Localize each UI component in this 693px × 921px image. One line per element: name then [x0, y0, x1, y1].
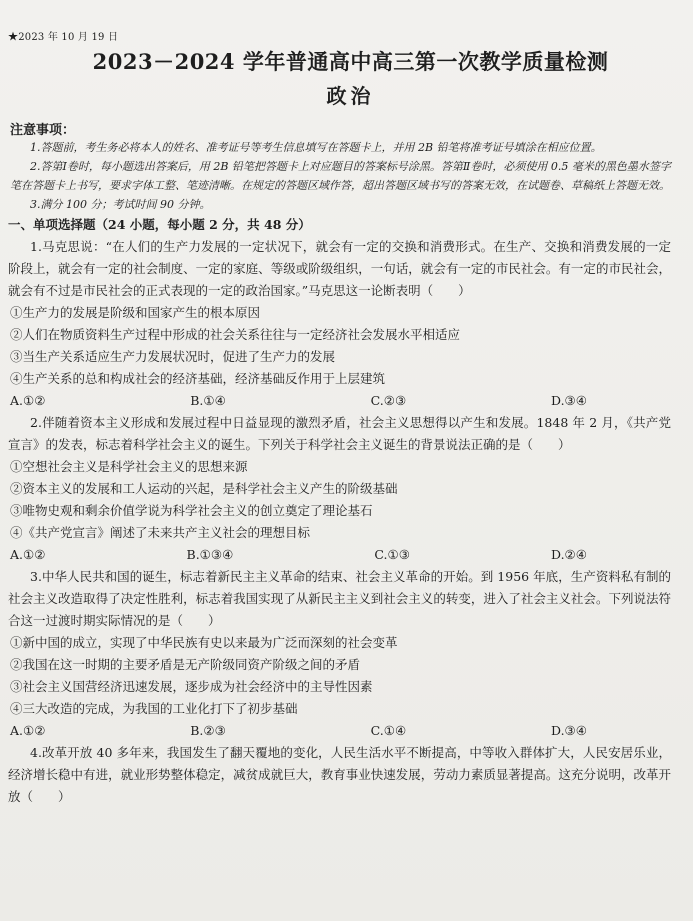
answer-choices: [8, 544, 671, 566]
notice-title: 注意事项：: [10, 123, 76, 138]
question-3: [8, 566, 671, 742]
question-option: ④三大改造的完成，为我国的工业化打下了初步基础: [10, 701, 298, 716]
notice-item: 2.答第Ⅰ卷时，每小题选出答案后，用 2B 铅笔把答题卡上对应题目的答案标号涂黑。答第Ⅱ卷时，必须使用 0.5 毫米的黑色墨水签字笔在答题卡上书写，要求字体工整、笔迹清晰。在规定的答题区域作答，超出答题区域书写的答案无效，在试题卷、草稿纸上答题无效。: [10, 160, 671, 192]
question-option: ①空想社会主义是科学社会主义的思想来源: [10, 459, 248, 474]
question-4: [8, 742, 671, 808]
question-option: ③唯物史观和剩余价值学说为科学社会主义的创立奠定了理论基石: [10, 503, 373, 518]
choice-a: A.①②: [10, 547, 46, 562]
choice-c: C.①④: [370, 723, 407, 738]
question-option: ①生产力的发展是阶级和国家产生的根本原因: [10, 305, 261, 320]
notice-item: 1.答题前，考生务必将本人的姓名、准考证号等考生信息填写在答题卡上，并用 2B 铅笔将准考证号填涂在相应位置。: [30, 141, 602, 154]
answer-choices: [8, 390, 671, 412]
question-stem: 4.改革开放 40 多年来，我国发生了翻天覆地的变化，人民生活水平不断提高，中等收入群体扩大，人民安居乐业，经济增长稳中有进，就业形势整体稳定，减贫成就巨大，教育事业快速发展，劳动力素质显著提高。这充分说明，改革开放（ ）: [8, 745, 671, 804]
question-stem: 1.马克思说：“在人们的生产力发展的一定状况下，就会有一定的交换和消费形式。在生产、交换和消费发展的一定阶段上，就会有一定的社会制度、一定的家庭、等级或阶级组织，一句话，就会有一定的市民社会。有一定的市民社会，就会有不过是市民社会的正式表现的一定的政治国家。”马克思这一论断表明（ ）: [8, 239, 671, 298]
choice-d: D.③④: [551, 393, 587, 408]
notice-list: [10, 138, 671, 214]
exam-subject: 政治: [326, 84, 375, 108]
choice-a: A.①②: [10, 723, 46, 738]
question-option: ①新中国的成立，实现了中华民族有史以来最为广泛而深刻的社会变革: [10, 635, 398, 650]
choice-a: A.①②: [10, 393, 46, 408]
question-1: [8, 236, 671, 412]
section-heading: 一、单项选择题（24 小题，每小题 2 分，共 48 分）: [8, 217, 311, 232]
answer-choices: [8, 720, 671, 742]
notice-item: 3.满分 100 分；考试时间 90 分钟。: [30, 198, 211, 211]
choice-b: B.①③④: [186, 547, 234, 562]
question-option: ②人们在物质资料生产过程中形成的社会关系往往与一定经济社会发展水平相适应: [10, 327, 461, 342]
question-option: ②我国在这一时期的主要矛盾是无产阶级同资产阶级之间的矛盾: [10, 657, 361, 672]
exam-title: 2023－2024 学年普通高中高三第一次教学质量检测: [92, 49, 609, 74]
question-2: [8, 412, 671, 566]
question-option: ②资本主义的发展和工人运动的兴起，是科学社会主义产生的阶级基础: [10, 481, 398, 496]
question-option: ③社会主义国营经济迅速发展，逐步成为社会经济中的主导性因素: [10, 679, 373, 694]
question-option: ④《共产党宣言》阐述了未来共产主义社会的理想目标: [10, 525, 311, 540]
choice-d: D.②④: [551, 547, 587, 562]
question-stem: 2.伴随着资本主义形成和发展过程中日益显现的激烈矛盾，社会主义思想得以产生和发展。1848 年 2 月，《共产党宣言》的发表，标志着科学社会主义的诞生。下列关于科学社会主义诞生的背景说法正确的是（ ）: [8, 415, 671, 452]
choice-c: C.①③: [374, 547, 410, 562]
question-option: ③当生产关系适应生产力发展状况时，促进了生产力的发展: [10, 349, 336, 364]
question-option: ④生产关系的总和构成社会的经济基础，经济基础反作用于上层建筑: [10, 371, 386, 386]
question-stem: 3.中华人民共和国的诞生，标志着新民主主义革命的结束、社会主义革命的开始。到 1956 年底，生产资料私有制的社会主义改造取得了决定性胜利，标志着我国实现了从新民主主义到社会主义的转变，进入了社会主义社会。下列说法符合这一过渡时期实际情况的是（ ）: [8, 569, 671, 628]
exam-date: ★2023 年 10 月 19 日: [8, 32, 119, 43]
choice-d: D.③④: [551, 723, 587, 738]
choice-c: C.②③: [370, 393, 407, 408]
choice-b: B.①④: [190, 393, 226, 408]
choice-b: B.②③: [190, 723, 226, 738]
